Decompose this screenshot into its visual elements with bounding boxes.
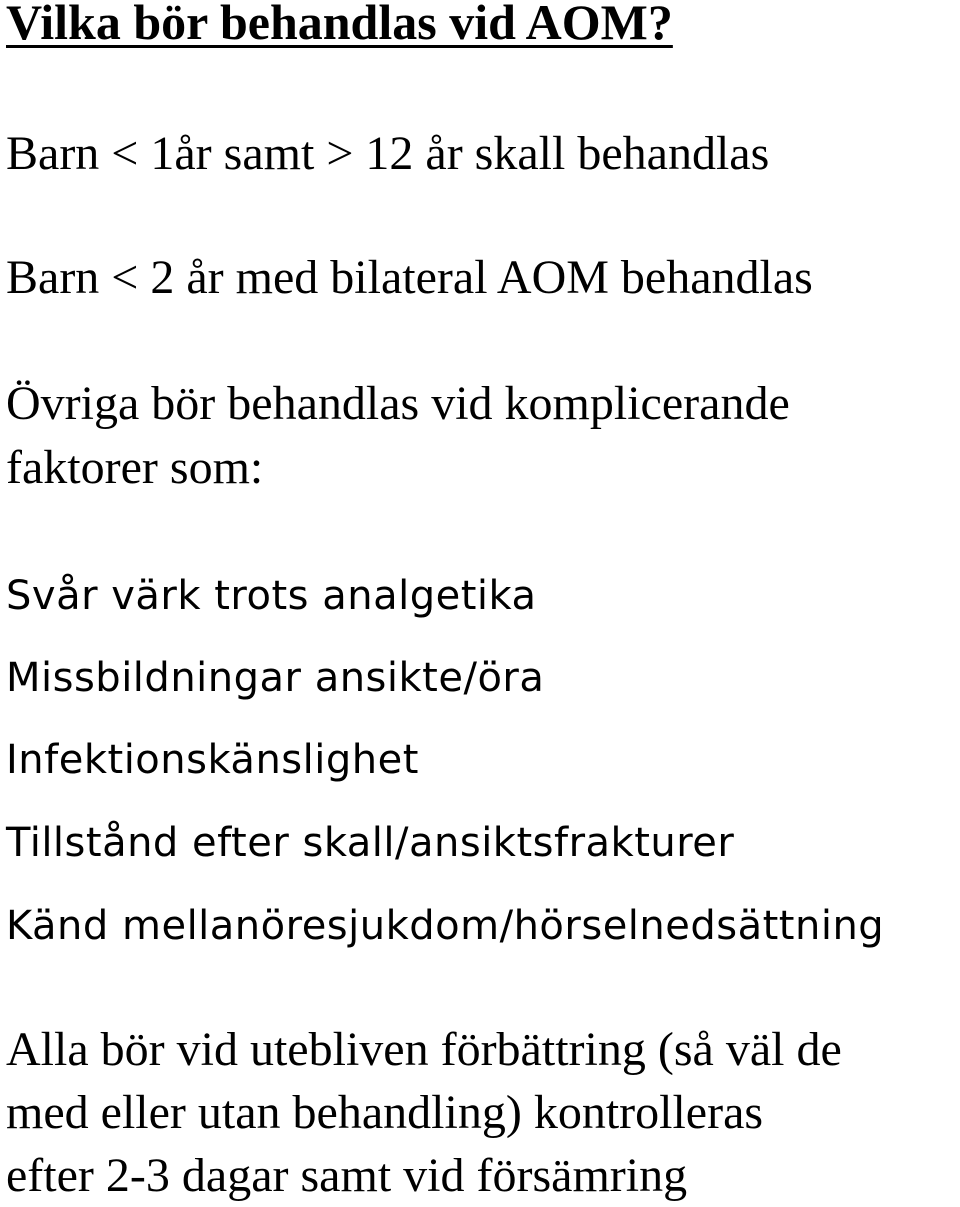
final-note-line-3: efter 2-3 dagar samt vid försämring <box>6 1149 688 1202</box>
rule-others-line-2: faktorer som: <box>6 441 264 494</box>
factor-item: Infektionskänslighet <box>6 737 419 783</box>
rule-under-2-bilateral: Barn < 2 år med bilateral AOM behandlas <box>6 251 813 304</box>
rule-under-1-over-12: Barn < 1år samt > 12 år skall behandlas <box>6 127 770 180</box>
factor-item: Känd mellanöresjukdom/hörselnedsättning <box>6 903 885 949</box>
rule-others-line-1: Övriga bör behandlas vid komplicerande <box>6 377 790 430</box>
final-note-line-1: Alla bör vid utebliven förbättring (så väl de <box>6 1023 842 1076</box>
factor-item: Svår värk trots analgetika <box>6 573 537 619</box>
factor-item: Tillstånd efter skall/ansiktsfrakturer <box>6 820 735 866</box>
final-note-line-2: med eller utan behandling) kontrolleras <box>6 1086 764 1139</box>
page-title: Vilka bör behandlas vid AOM? <box>6 0 673 50</box>
factor-item: Missbildningar ansikte/öra <box>6 655 545 701</box>
